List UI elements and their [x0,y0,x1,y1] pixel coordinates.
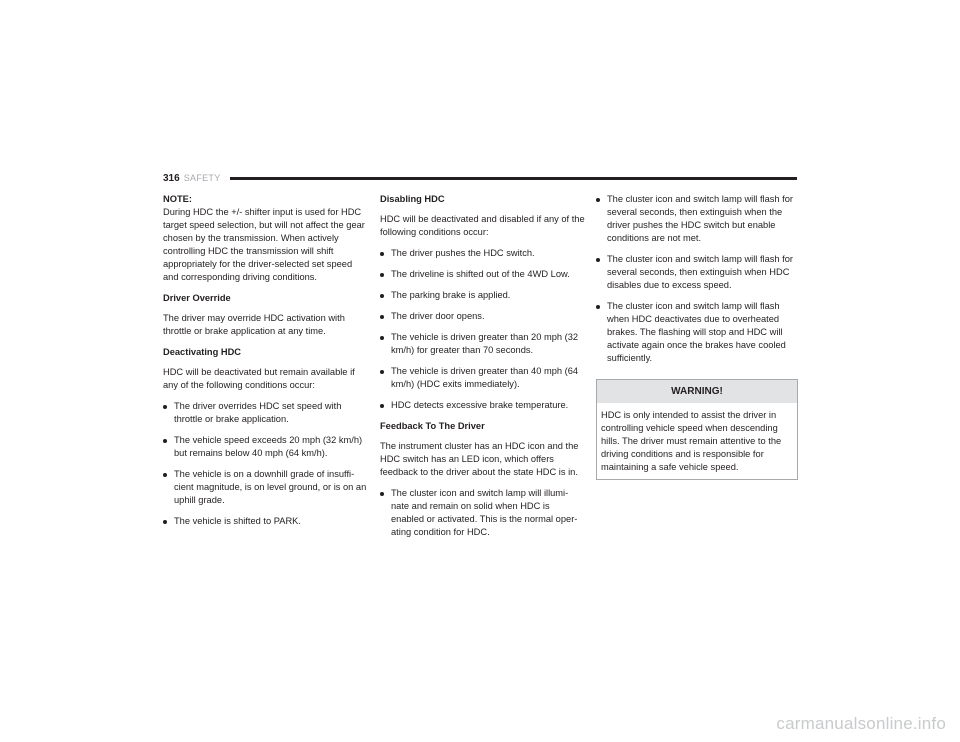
column-right [596,193,798,480]
list-item: The vehicle is driven greater than 20 mph (32 km/h) for greater than 70 seconds. [380,331,585,357]
list-item: The cluster icon and switch lamp will flash when HDC deactivates due to overheated brakes. The flashing will stop and HDC will activate again once the brakes have cooled sufficiently. [596,300,798,365]
section-title: SAFETY [183,173,221,183]
override-text: The driver may override HDC activation with throttle or brake application at any time. [163,313,345,336]
list-item: The driver pushes the HDC switch. [380,247,585,260]
column-middle [380,193,585,547]
list-item: The driver overrides HDC set speed with throttle or brake application. [163,400,367,426]
note-text: During HDC the +/- shifter input is used for HDC target speed selection, but will not affect the gear chosen by the transmission. When actively controlling HDC the transmission will shift appropriately for the driver-selected set speed and corresponding driving conditions. [163,207,365,282]
list-item: The vehicle is on a downhill grade of insuffi-cient magnitude, is on level ground, or is on an uphill grade. [163,468,367,507]
column-left [163,193,367,536]
list-item: The cluster icon and switch lamp will flash for several seconds, then extinguish when HDC disables due to excess speed. [596,253,798,292]
warning-box [596,379,798,480]
note-title: NOTE: [163,194,192,204]
deactivating-text: HDC will be deactivated but remain available if any of the following conditions occur: [163,367,355,390]
disabling-list [380,247,585,412]
header-rule [230,177,798,180]
deactivating-heading: Deactivating HDC [163,347,242,357]
disabling-text: HDC will be deactivated and disabled if any of the following conditions occur: [380,214,585,237]
page-header [163,171,797,185]
deactivating-list [163,400,367,528]
watermark: carmanualsonline.info [776,714,946,733]
list-item: HDC detects excessive brake temperature. [380,399,585,412]
feedback-list-continued [596,193,798,365]
list-item: The vehicle is shifted to PARK. [163,515,367,528]
override-heading: Driver Override [163,293,231,303]
warning-text: HDC is only intended to assist the driver in controlling vehicle speed when descending hills. The driver must remain attentive to the driving conditions and is responsible for maintaining a safe vehicle speed. [601,410,782,472]
list-item: The cluster icon and switch lamp will illumi-nate and remain on solid when HDC is enabled or activated. This is the normal oper-ating condition for HDC. [380,487,585,539]
list-item: The vehicle speed exceeds 20 mph (32 km/h) but remains below 40 mph (64 km/h). [163,434,367,460]
disabling-heading: Disabling HDC [380,194,445,204]
list-item: The parking brake is applied. [380,289,585,302]
page-number: 316 [163,172,180,184]
warning-title: WARNING! [597,380,797,403]
feedback-text: The instrument cluster has an HDC icon and the HDC switch has an LED icon, which offers feedback to the driver about the state HDC is in. [380,441,579,477]
feedback-list [380,487,585,539]
list-item: The vehicle is driven greater than 40 mph (64 km/h) (HDC exits immediately). [380,365,585,391]
feedback-heading: Feedback To The Driver [380,421,485,431]
list-item: The driveline is shifted out of the 4WD Low. [380,268,585,281]
list-item: The driver door opens. [380,310,585,323]
list-item: The cluster icon and switch lamp will flash for several seconds, then extinguish when the driver pushes the HDC switch but enable conditions are not met. [596,193,798,245]
